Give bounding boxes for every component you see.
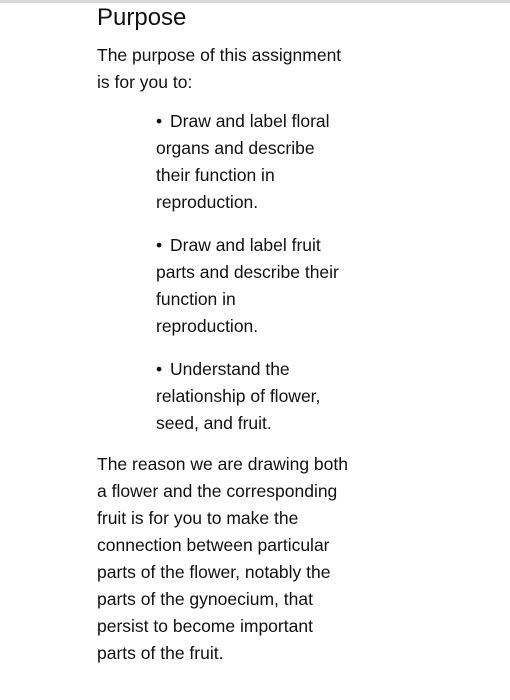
closing-line: connection between particular <box>97 535 330 555</box>
list-item <box>156 108 367 216</box>
bullet-line <box>156 108 367 135</box>
bullet-line: seed, and fruit. <box>156 413 272 433</box>
list-item <box>156 232 367 340</box>
intro-line: is for you to: <box>97 72 193 92</box>
closing-line: parts of the gynoecium, that <box>97 589 313 609</box>
closing-line: a flower and the corresponding <box>97 481 338 501</box>
purpose-list <box>97 108 367 437</box>
bullet-line <box>156 356 367 383</box>
bullet-text: Draw and label floral <box>170 111 330 131</box>
intro-paragraph <box>97 42 367 96</box>
closing-line: parts of the fruit. <box>97 643 224 663</box>
bullet-line: parts and describe their <box>156 262 339 282</box>
bullet-line: reproduction. <box>156 192 259 212</box>
bullet-line: relationship of flower, <box>156 386 321 406</box>
closing-line: fruit is for you to make the <box>97 508 299 528</box>
bullet-line: organs and describe <box>156 138 315 158</box>
bullet-text: Draw and label fruit <box>170 235 321 255</box>
closing-line: parts of the flower, notably the <box>97 562 331 582</box>
bullet-icon: • <box>156 235 163 255</box>
closing-line: persist to become important <box>97 616 313 636</box>
bullet-line: their function in <box>156 165 275 185</box>
bullet-icon: • <box>156 111 163 131</box>
bullet-line: function in <box>156 289 236 309</box>
bullet-icon: • <box>156 359 163 379</box>
section-heading: Purpose <box>97 4 187 31</box>
closing-line: The reason we are drawing both <box>97 454 348 474</box>
bullet-line: reproduction. <box>156 316 259 336</box>
bullet-line <box>156 232 367 259</box>
document-body <box>97 0 367 667</box>
intro-line: The purpose of this assignment <box>97 45 342 65</box>
bullet-text: Understand the <box>170 359 290 379</box>
closing-paragraph <box>97 451 367 667</box>
list-item <box>156 356 367 437</box>
